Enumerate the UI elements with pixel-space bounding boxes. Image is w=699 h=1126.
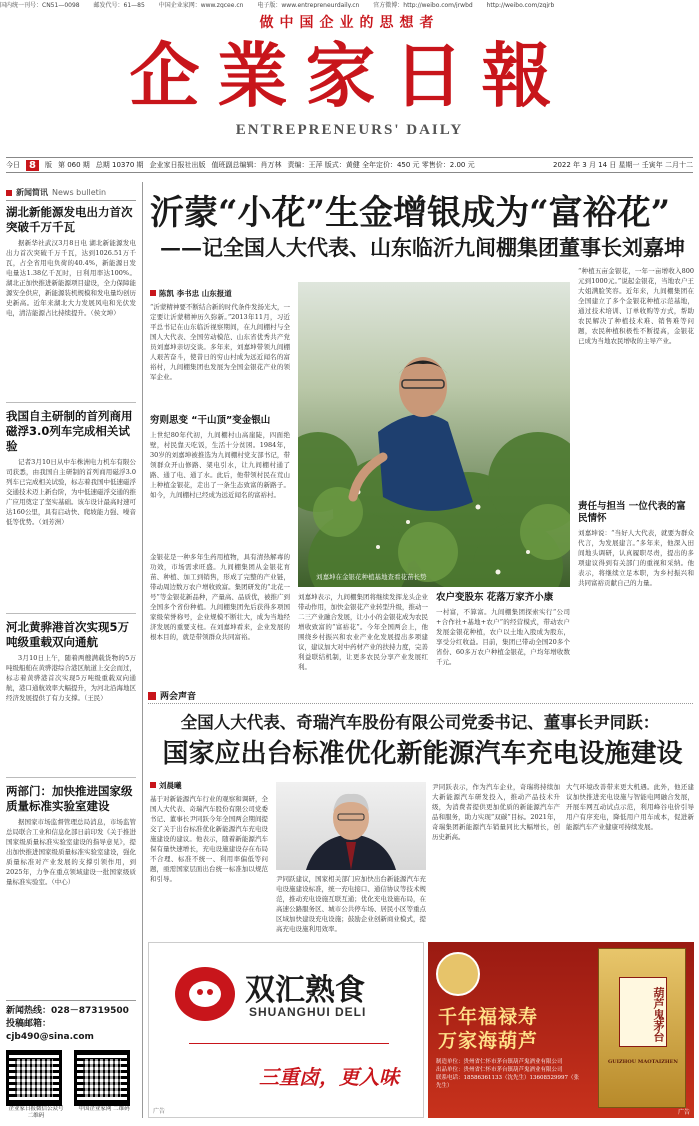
byline: 刘晨曦 — [159, 781, 182, 790]
article-text: 大气环境改善带来更大机遇。此外，他还建议加快推进充电设施与智能电网融合发展，开展车网互动试点示范，利用峰谷电价引导用户有序充电，降低用户用车成本，促进新能源汽车产业健康可持续发展。 — [566, 783, 694, 831]
qr-code-icon[interactable] — [74, 1050, 130, 1106]
issue-info-bar — [6, 157, 693, 173]
article-text: “沂蒙精神要不断结合新的时代条件发扬光大，一定要让沂蒙精神历久弥新。”2013年11月，习近平总书记在山东临沂视察期间，在九间棚村与全国人大代表、全国劳动模范、山东省优秀共产党员刘嘉坤亲切交谈。多年来，刘嘉坤带领九间棚人艰苦奋斗，使昔日的穷山村成为远近闻名的富裕村，九间棚集团也发展为全国金银花产业的领军企业。 — [150, 303, 290, 381]
bulletin-headline[interactable]: 我国自主研制的首列商用磁浮3.0列车完成相关试验 — [6, 409, 133, 453]
strip-item: 官方微博：http://weibo.com/jrwbd — [373, 2, 473, 8]
section-title: 两会声音 — [160, 692, 197, 702]
issue-number: 第 060 期 — [57, 161, 90, 169]
wine-box — [598, 948, 686, 1108]
photo-caption: 刘嘉坤在金银花种植基地查看花苗长势 — [316, 573, 427, 581]
divider — [6, 613, 136, 614]
email[interactable]: 投稿邮箱：cjb490@sina.com — [6, 1019, 94, 1042]
main-col-3a — [298, 592, 428, 684]
section-header-two-sessions — [148, 688, 693, 704]
main-col-4 — [578, 266, 694, 688]
square-bullet-icon — [150, 290, 156, 296]
ad1-title: 双汇熟食 — [245, 973, 365, 1008]
article2-col-3 — [432, 782, 560, 934]
ad2-brand-en: GUIZHOU MAOTAIZHEN — [608, 1059, 678, 1065]
bulletin-item — [6, 205, 136, 396]
byline: 陈凯 李书忠 山东报道 — [159, 289, 232, 298]
masthead-english: ENTREPRENEURS' DAILY — [235, 122, 464, 138]
article-text: 一村富，不算富。九间棚集团探索实行“公司+合作社+基地+农户”的经营模式，带动农户发展金银花种植，农户以土地入股成为股东，享受分红收益。目前，集团已带动全国20多个省份、60多万农户种植金银花，户均年增收数千元。 — [436, 608, 570, 666]
ad-label: 广告 — [153, 1108, 166, 1115]
article-text: 尹同跃建议，国家相关部门应加快出台新能源汽车充电设施建设标准，统一充电接口、通信协议等技术规范，推动充电设施互联互通；优化充电设施布局，在高速公路服务区、城市公共停车场、居民小区等重点区域加快建设充电设施；鼓励企业创新商业模式，提高充电设施利用效率。 — [276, 875, 426, 933]
strip-item: 邮发代号：61—85 — [93, 2, 145, 8]
ad2-phone: 联系电话：18586361133（沈先生）13608529997（张先生） — [436, 1075, 579, 1089]
page-count: 8 — [26, 160, 39, 171]
strip-item: 电子版：www.entrepreneurdaily.cn — [257, 2, 360, 8]
ad2-title-1: 千年福禄寿 — [438, 1006, 539, 1028]
ad2-title-2: 万家海葫芦 — [438, 1030, 539, 1052]
qr-block — [74, 1050, 134, 1120]
qr-caption: 企业家日报微信公众号 二维码 — [8, 1106, 64, 1119]
strip-item: 中国企业家网：www.zgcee.cn — [158, 2, 244, 8]
article-text: 金银花是一种多年生药用植物，具有清热解毒的功效，市场需求旺盛。九间棚集团从金银花育苗、种植、加工到销售，形成了完整的产业链，带动周边数万农户增收致富。集团研发的“北花一号”等金银花新品种，产量高、品质优，被推广到全国多个省份种植。九间棚集团先后获得多项国家级荣誉称号，企业规模不断壮大，成为当地经济发展的重要支柱。在刘嘉坤看来，企业发展的根本目的，就是带领群众共同富裕。 — [150, 553, 290, 641]
square-bullet-icon — [150, 782, 156, 788]
masthead-slogan: 做中国企业的思想者 — [259, 15, 440, 31]
strip-item: http://weibo.com/zqjrb — [486, 2, 555, 8]
news-bulletin-column — [6, 188, 136, 1108]
qr-code-icon[interactable] — [6, 1050, 62, 1106]
main-col-3b — [436, 592, 570, 685]
qr-block — [6, 1050, 66, 1120]
article2-headline[interactable]: 国家应出台标准优化新能源汽车充电设施建设 — [162, 739, 683, 769]
bulletin-headline[interactable]: 湖北新能源发电出力首次突破千万千瓦 — [6, 205, 133, 234]
ad-label: 广告 — [677, 1109, 690, 1116]
issue-date: 2022 年 3 月 14 日 星期一 壬寅年 二月十二 — [553, 161, 693, 169]
section-title-en: News bulletin — [52, 188, 107, 197]
bulletin-headline[interactable]: 两部门：加快推进国家级质量标准实验室建设 — [6, 784, 133, 813]
maotai-ad[interactable] — [428, 942, 694, 1118]
portrait-photo — [276, 782, 426, 870]
ad1-slogan: 三重卤，更入味 — [259, 1065, 399, 1089]
top-info-strip — [0, 0, 699, 8]
hotline: 新闻热线：028－87319500 — [6, 1000, 136, 1018]
article2-col-1 — [150, 780, 268, 939]
divider — [6, 777, 136, 778]
editors-price: 责编：王萍 版式：黄健 全年定价：450 元 零售价：2.00 元 — [287, 161, 475, 169]
masthead-title: 企業家日報 — [129, 34, 570, 117]
ad2-brand-cn: 葫芦鬼茅台 — [619, 977, 667, 1047]
bulletin-item — [6, 620, 136, 771]
column-divider — [142, 182, 143, 1118]
main-headline[interactable]: 沂蒙“小花”生金增银成为“富裕花” — [150, 193, 671, 233]
qr-codes — [6, 1050, 136, 1120]
bulletin-headline[interactable]: 河北黄骅港首次实现5万吨级重载双向通航 — [6, 620, 130, 649]
gourd-logo-icon — [436, 952, 480, 996]
today-label: 今日 — [6, 161, 20, 169]
total-issue: 总期 10370 期 — [95, 161, 144, 169]
person-portrait — [276, 782, 426, 870]
bulletin-body: 记者3月10日从中车株洲电力机车有限公司获悉，由我国自主研制的首列商用磁浮3.0列车已完成相关试验，标志着我国中低速磁浮交通技术迈上新台阶，为中低速磁浮交通的推广应用奠定了坚实基础。该车设计最高时速可达160公里，具有启动快、爬坡能力强、噪音低等优势。（刘芳洲） — [6, 458, 136, 526]
contact-block — [6, 1000, 136, 1120]
article2-kicker: 全国人大代表、奇瑞汽车股份有限公司党委书记、董事长尹同跃： — [180, 713, 660, 732]
section-title: 新闻简讯 — [16, 188, 48, 197]
square-bullet-icon — [148, 692, 156, 700]
article-text: 刘嘉坤说：“当好人大代表，就要为群众代言，为发展建言。”多年来，他深入田间地头调研，认真履职尽责，提出的多项建议得到有关部门的重视和采纳。他表示，将继续立足本职，为乡村振兴和共同富裕贡献自己的力量。 — [578, 529, 694, 587]
ad2-maker: 制造单位：贵州省仁怀市茅台镇葫芦鬼酒业有限公司 — [436, 1059, 563, 1065]
subheading: 农户变股东 花落万家齐小康 — [436, 592, 554, 603]
article-photo — [298, 282, 570, 587]
chief-editor: 值班副总编辑：肖万林 — [211, 161, 282, 169]
article2-col-4 — [566, 782, 694, 934]
main-subheadline: ——记全国人大代表、山东临沂九间棚集团董事长刘嘉坤 — [160, 235, 685, 260]
section-header — [6, 188, 136, 201]
ad2-details — [436, 1058, 584, 1090]
publisher: 企业家日报社出版 — [149, 161, 206, 169]
article-text: 刘嘉坤表示，九间棚集团将继续发挥龙头企业带动作用，加快金银花产业转型升级，推动一二三产业融合发展，让小小的金银花成为农民增收致富的“富裕花”。今年全国两会上，他围绕乡村振兴和农业产业化发展提出多项建议，建议加大对中药材产业的扶持力度，完善利益联结机制，让更多农民分享产业发展红利。 — [298, 593, 428, 671]
bulletin-body: 3月10日上午，随着两艘满载货物的5万吨级船舶在黄骅港综合港区航道上交会而过，标志着黄骅港首次实现5万吨级重载双向通航，港口通航效率大幅提升，为河北沿海地区经济发展提供了有力支撑。（王民） — [6, 654, 136, 702]
farmer-photo — [298, 282, 570, 587]
page-unit: 版 — [44, 161, 52, 169]
subheading: 穷则思变 “干山顶”变金银山 — [150, 415, 271, 426]
bulletin-item — [6, 409, 136, 607]
article2-col-2 — [276, 874, 426, 934]
shuanghui-ad[interactable] — [148, 942, 424, 1118]
article-text: “种植五亩金银花，一年一亩增收入800元到1000元。”说起金银花，当地农户王大姐满脸笑容。近年来，九间棚集团在全国建立了多个金银花种植示范基地，通过技术培训、订单收购等方式，帮助农民解决了种植技术难、销售难等问题，农民种植积极性不断提高，金银花已成为当地农民增收的主导产业。 — [578, 267, 694, 345]
article-text: 尹同跃表示，作为汽车企业，奇瑞将持续加大新能源汽车研发投入，推动产品技术升级，为消费者提供更加优质的新能源汽车产品和服务，助力实现“双碳”目标。2021年，奇瑞集团新能源汽车销量同比大幅增长，创历史新高。 — [432, 783, 560, 841]
divider — [6, 402, 136, 403]
bulletin-body: 据新华社武汉3月8日电 湖北新能源发电出力首次突破千万千瓦，达到1026.51万千瓦，占全省用电负荷的40.4%，新能源日发电量达1.38亿千瓦时，日利用率达100%。湖北正加快推进新能源项目建设，全力保障能源安全供应，新能源装机规模和发电量均创历史新高。近年来湖北大力发展风电和光伏发电，清洁能源占比持续提升。（侯文坤） — [6, 239, 136, 317]
pig-logo-icon — [175, 967, 235, 1021]
bulletin-item — [6, 784, 136, 967]
ad2-address: 出品单位：贵州省仁怀市茅台镇葫芦鬼酒业有限公司 — [436, 1067, 563, 1073]
square-bullet-icon — [6, 190, 12, 196]
article-text: 基于对新能源汽车行业的观察和调研，全国人大代表、奇瑞汽车股份有限公司党委书记、董事长尹同跃今年全国两会期间提交了关于出台标准优化新能源汽车充电设施建设的建议。他表示，随着新能源汽车保有量快速增长，充电设施建设存在布局不合理、标准不统一、利用率偏低等问题，亟需国家层面出台统一标准加以规范和引导。 — [150, 795, 268, 883]
article-text: 上世纪80年代初，九间棚村山高崖陡，四面绝壁，村民靠天吃饭，生活十分贫困。1984年，30岁的刘嘉坤被推选为九间棚村党支部书记，带领群众开山修路、架电引水，让九间棚村通了路、通了电、通了水。此后，他带领村民在荒山上种植金银花，走出了一条生态致富的新路子。如今，九间棚村已经成为远近闻名的富裕村。 — [150, 431, 290, 499]
subheading: 责任与担当 一位代表的富民情怀 — [578, 501, 686, 524]
ad1-english: SHUANGHUI DELI — [249, 1005, 367, 1019]
qr-caption: 中国企业家网 二维码 — [78, 1106, 130, 1112]
bulletin-body: 据国家市场监督管理总局消息，市场监管总局联合工业和信息化部日前印发《关于推进国家级质量标准实验室建设的指导意见》，提出加快推进国家级质量标准实验室建设，强化质量标准对产业发展的支撑引领作用，到2025年，力争在重点领域建设一批国家级质量标准实验室。（中心） — [6, 818, 136, 886]
strip-item: 国内统一刊号：CN51—0098 — [0, 2, 80, 8]
